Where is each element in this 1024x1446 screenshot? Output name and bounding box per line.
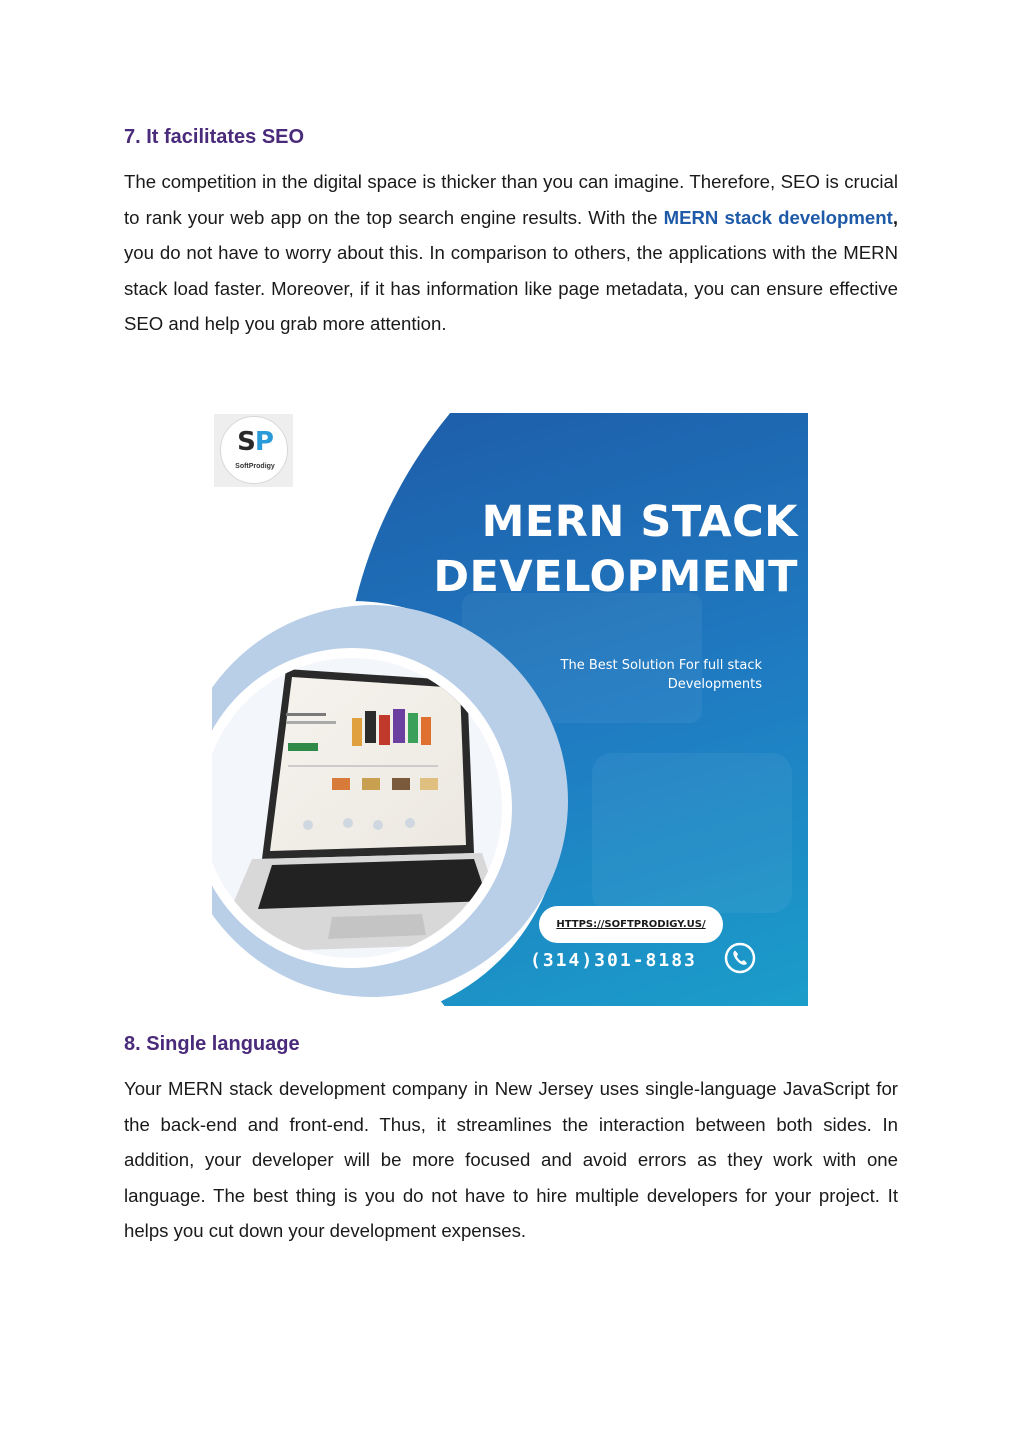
logo-letter-s: S: [237, 427, 255, 457]
paragraph-comma: ,: [892, 206, 898, 228]
mern-stack-banner-image: [212, 413, 808, 1006]
section-paragraph-seo: [124, 164, 898, 342]
banner-title-line1: MERN STACK: [481, 497, 798, 547]
paragraph-text: you do not have to worry about this. In comparison to others, the applications with the MERN stack load faster. Moreover, if it has information like page metadata, you can ensure effective SEO and help you grab more attention.: [124, 242, 898, 335]
banner-subtitle: [502, 656, 762, 694]
banner-subtitle-line1: The Best Solution For full stack: [560, 658, 762, 673]
banner-title: [398, 495, 798, 605]
banner-url[interactable]: HTTPS://SOFTPRODIGY.US/: [539, 906, 723, 943]
phone-icon: [724, 942, 756, 974]
section-heading-seo: 7. It facilitates SEO: [124, 126, 305, 148]
logo-monogram: [221, 427, 289, 457]
logo-letter-p: P: [254, 427, 273, 457]
paragraph-text: The competition in the digital space is thicker than you can imagine. Therefore, SEO is crucial to rank your web app on the top search engine results. With the: [124, 171, 898, 228]
banner-title-line2: DEVELOPMENT: [433, 552, 798, 602]
banner-subtitle-line2: Developments: [667, 677, 762, 692]
section-paragraph-single-language: Your MERN stack development company in New Jersey uses single-language JavaScript for the back-end and front-end. Thus, it streamlines the interaction between both sides. In addition, your developer will be more focused and avoid errors as they work with one language. The best thing is you do not have to hire multiple developers for your project. It helps you cut down your development expenses.: [124, 1078, 898, 1242]
logo-circle: [220, 416, 288, 484]
mern-stack-development-link[interactable]: MERN stack development: [663, 206, 893, 228]
banner-phone-number: (314)301-8183: [530, 950, 697, 971]
section-heading-single-language: 8. Single language: [124, 1033, 300, 1055]
softprodigy-logo: [214, 414, 293, 487]
logo-wordmark: SoftProdigy: [235, 463, 275, 470]
